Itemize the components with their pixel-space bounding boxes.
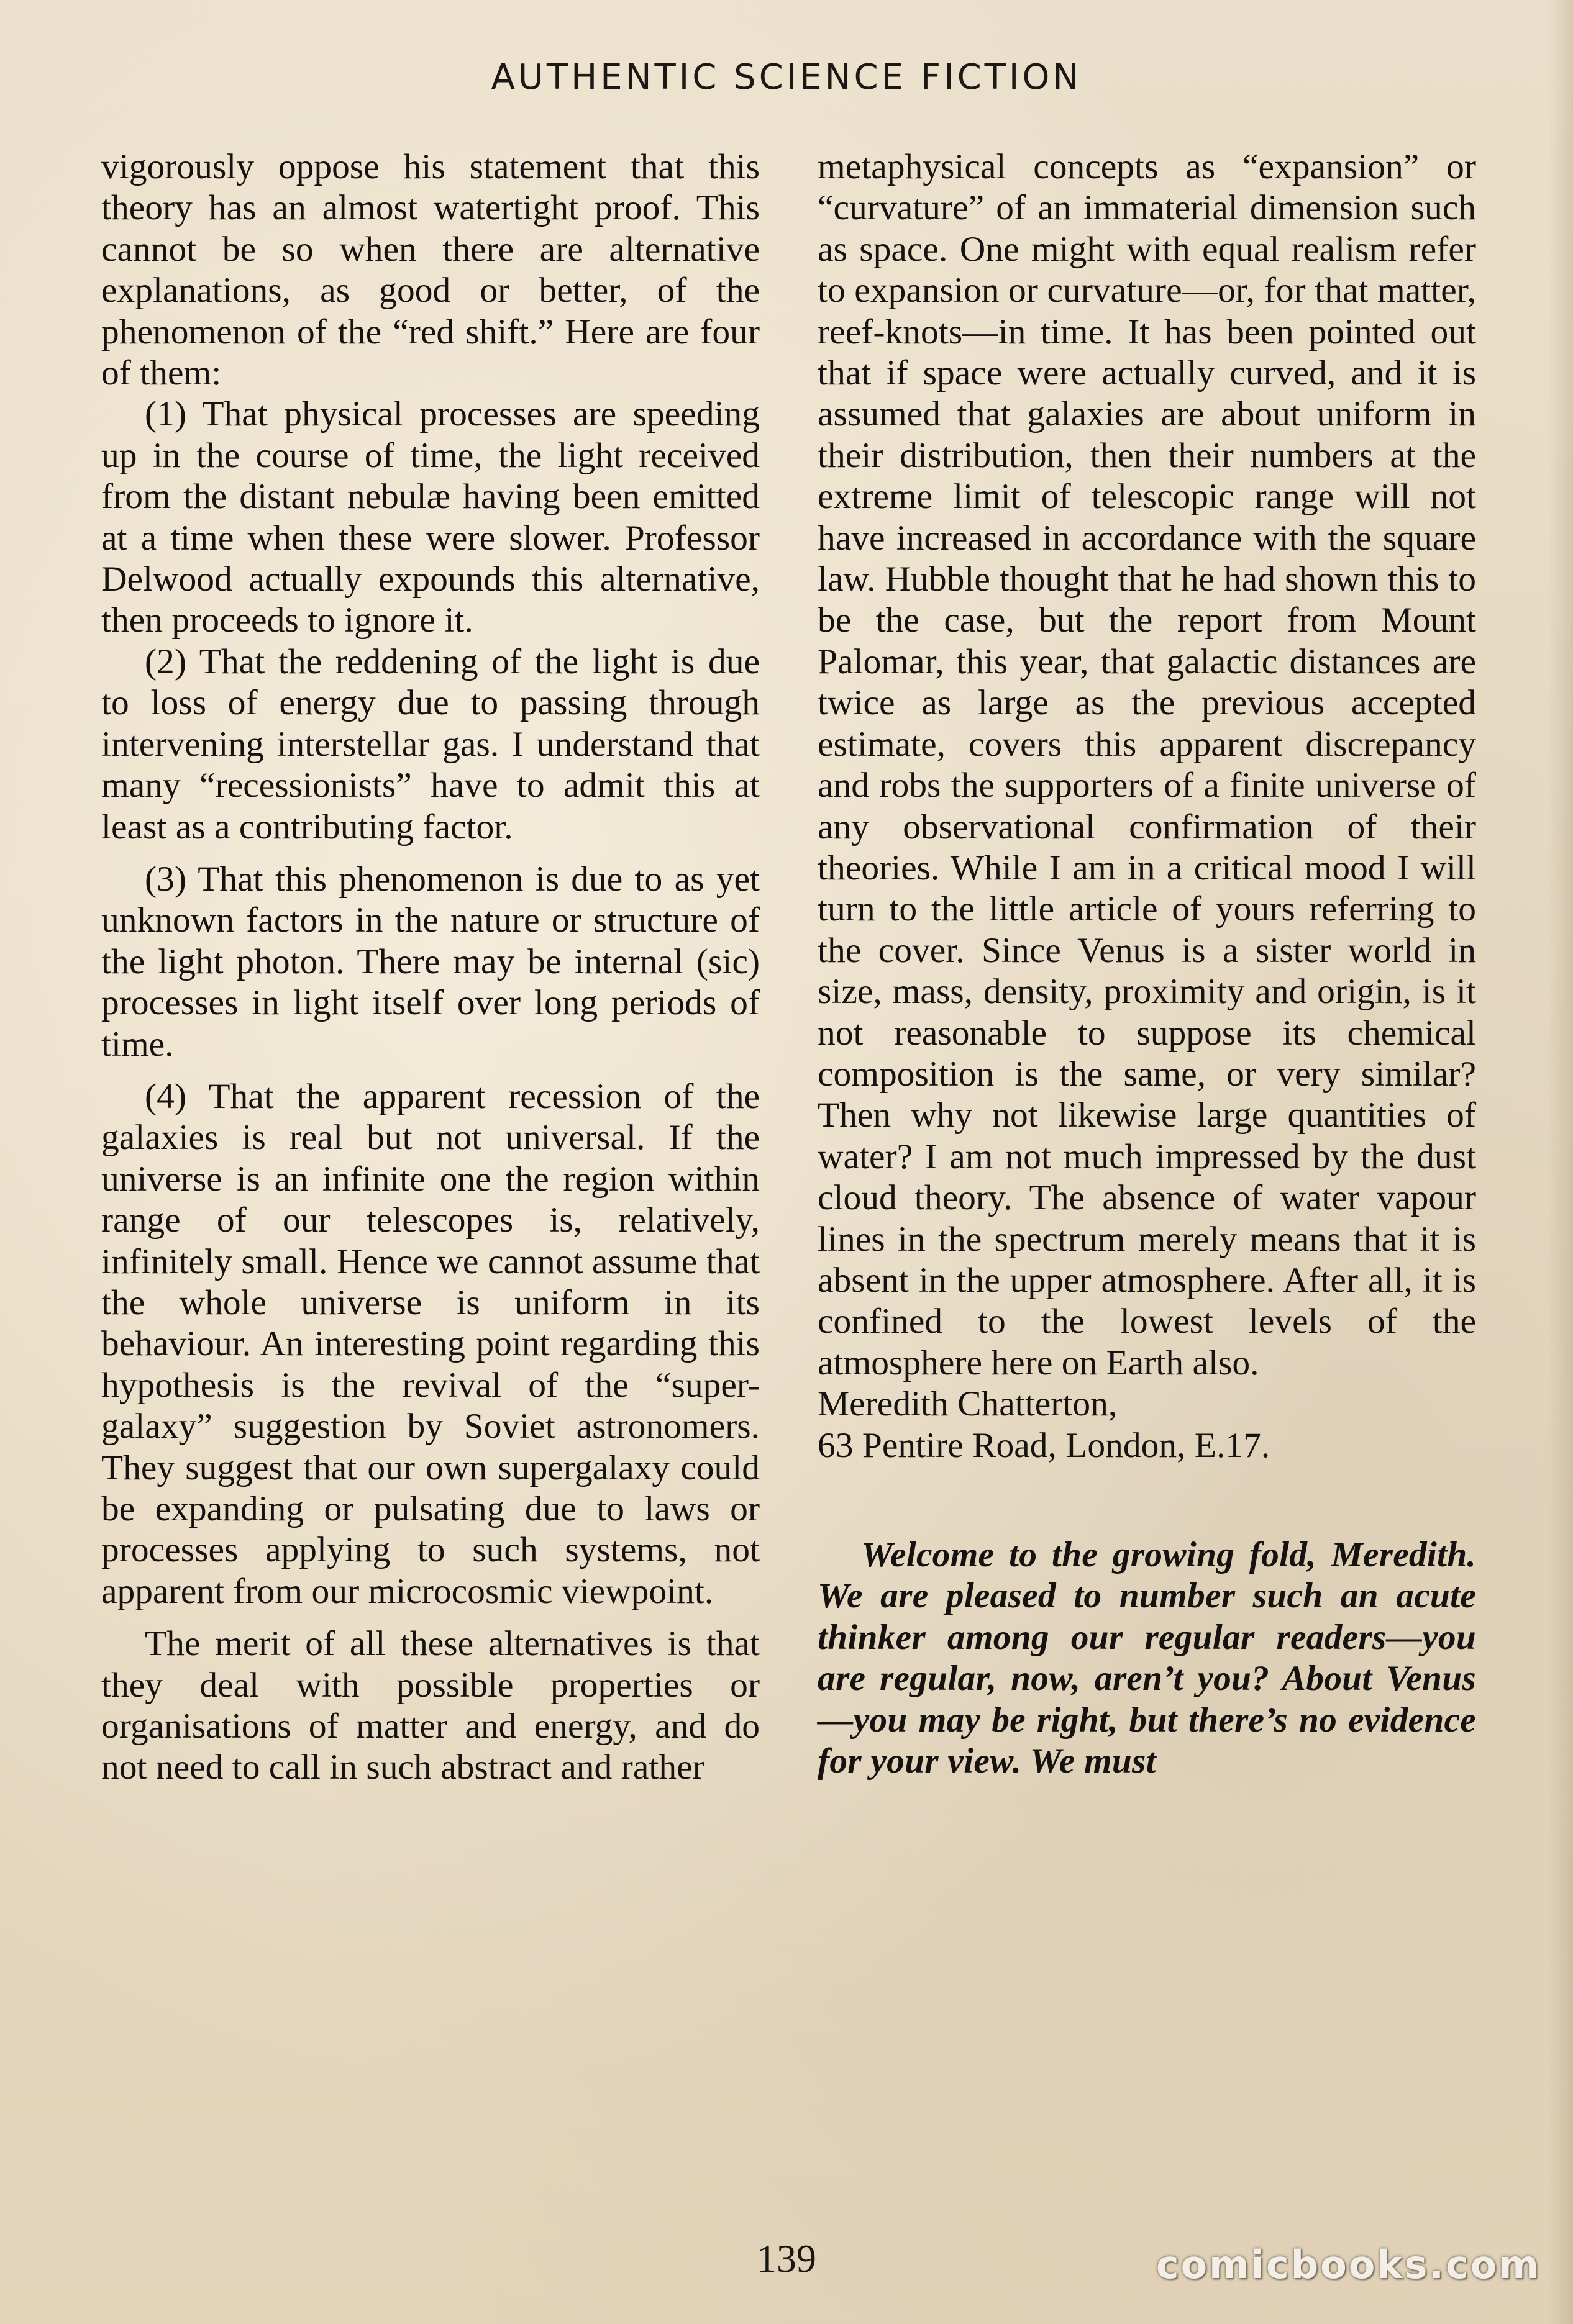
left-column: [101, 147, 760, 1789]
right-column: [818, 147, 1476, 1782]
paragraph-intro: vigorously oppose his statement that this theory has an almost watertight proof. This cannot be so when there are alternative explanations, as good or better, of the phenomenon of the “red shift.” Here are four of them:: [101, 147, 760, 393]
paragraph-merit: The merit of all these alternatives is that they deal with possible properties or organisations of matter and energy, and do not need to call in such abstract and rather: [101, 1624, 760, 1787]
paragraph-continuation: metaphysical concepts as “expansion” or “curvature” of an immaterial dimension such as space. One might with equal realism refer to expansion or curvature—or, for that matter, reef-knots—in time. It has been pointed out that if space were actually curved, and it is assumed that galaxies are about uniform in their distribution, then their numbers at the extreme limit of telescopic range will not have increased in accordance with the square law. Hubble thought that he had shown this to be the case, but the report from Mount Palomar, this year, that galactic distances are twice as large as the previous accepted estimate, covers this apparent discrepancy and robs the supporters of a finite universe of any observational confirmation of their theories. While I am in a critical mood I will turn to the little article of yours referring to the cover. Since Venus is a sister world in size, mass, density, proximity and origin, is it not reasonable to suppose its chemical composition is the same, or very similar? Then why not likewise large quantities of water? I am not much impressed by the dust cloud theory. The absence of water vapour lines in the spectrum merely means that it is absent in the upper atmosphere. After all, it is confined to the lowest levels of the atmosphere here on Earth also.: [818, 147, 1476, 1382]
page-edge-shadow: [1548, 0, 1573, 2324]
watermark-logo: comicbooks.com: [1156, 2242, 1541, 2287]
paragraph-alternative-1: (1) That physical processes are speeding up in the course of time, the light received from the distant nebulæ having been emitted at a time when these were slower. Professor Delwood actually expounds this alternative, then proceeds to ignore it.: [101, 394, 760, 640]
paragraph-alternative-4: (4) That the apparent recession of the galaxies is real but not universal. If the universe is an infinite one the region within range of our telescopes is, relatively, infinitely small. Hence we cannot assume that the whole universe is uniform in its behaviour. An interesting point regarding this hypothesis is the revival of the “super-galaxy” suggestion by Soviet astronomers. They suggest that our own supergalaxy could be expanding or pulsating due to laws or processes applying to such systems, not apparent from our microcosmic viewpoint.: [101, 1076, 760, 1611]
page-number: 139: [757, 2236, 816, 2281]
paragraph-alternative-2: (2) That the reddening of the light is due to loss of energy due to passing through intervening interstellar gas. I understand that many “recessionists” have to admit this at least as a contributing factor.: [101, 642, 760, 847]
editor-reply: Welcome to the growing fold, Meredith. We are pleased to number such an acute thinker among our regular readers—you are regular, now, aren’t you? About Venus—you may be right, but there’s no evidence for your view. We must: [818, 1535, 1476, 1781]
paragraph-alternative-3: (3) That this phenomenon is due to as yet unknown factors in the nature or structure of the light photon. There may be internal (sic) processes in light itself over long periods of time.: [101, 859, 760, 1064]
signature-name: Meredith Chatterton,: [818, 1384, 1118, 1424]
running-header: AUTHENTIC SCIENCE FICTION: [491, 57, 1082, 98]
signature-address: 63 Pentire Road, London, E.17.: [818, 1425, 1270, 1465]
